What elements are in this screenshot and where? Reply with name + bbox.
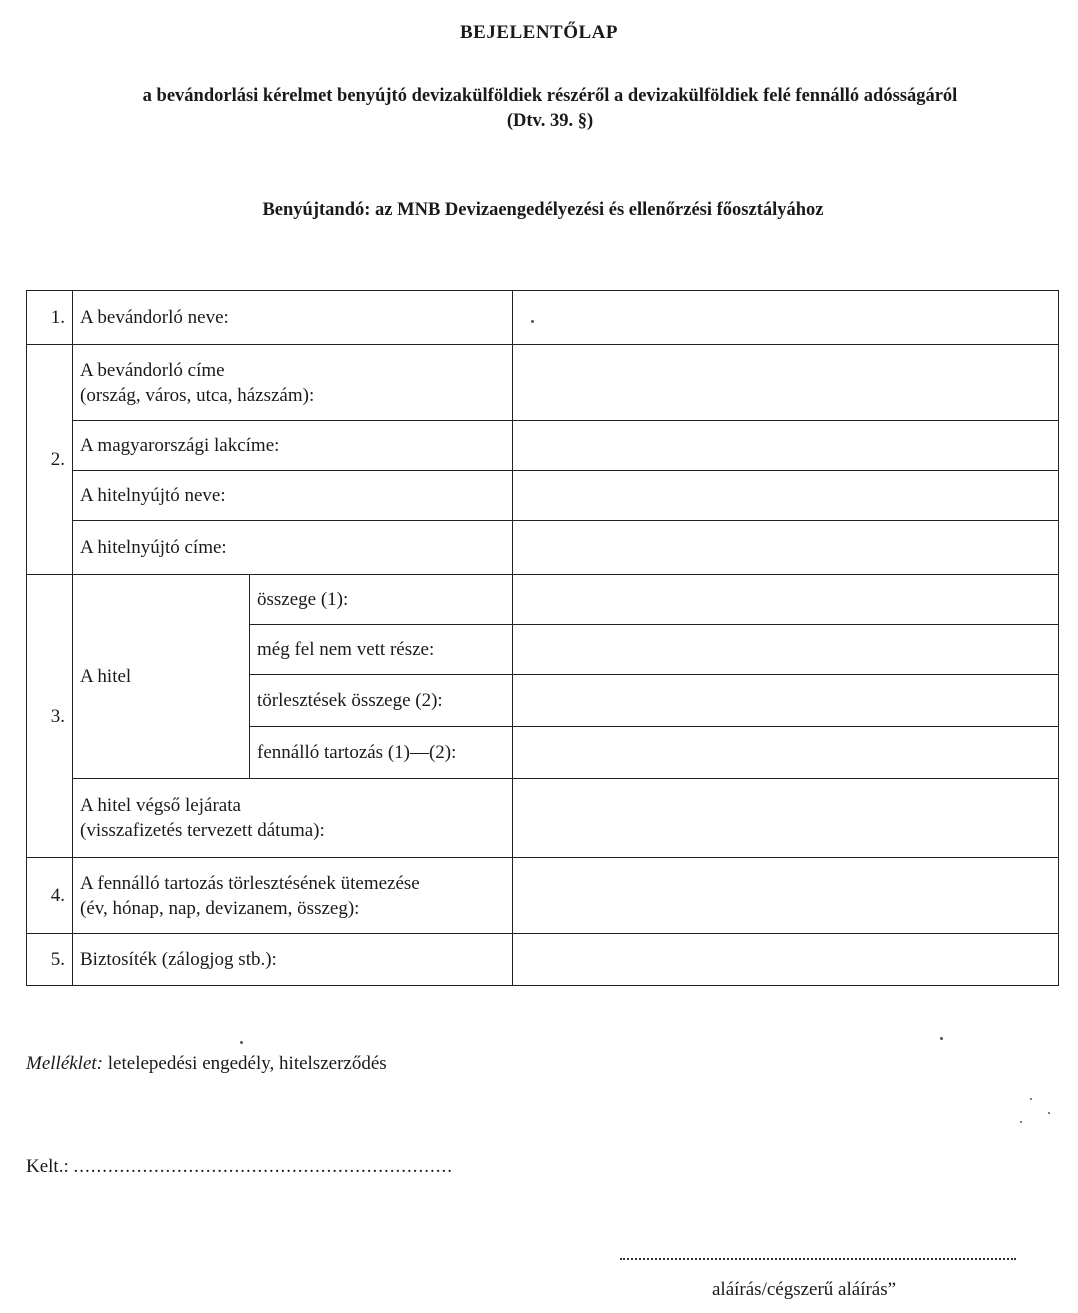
scan-speck [531,320,534,323]
loan-maturity-label-line-2: (visszafizetés tervezett dátuma): [80,820,325,841]
signature-label: aláírás/cégszerű aláírás” [712,1279,897,1300]
row-number: 1. [27,291,73,345]
subtitle-line-1: a bevándorlási kérelmet benyújtó devizakülföldiek részéről a devizakülföldiek felé fennálló adósságáról [142,86,958,106]
immigrant-address-label-line-1: A bevándorló címe [80,359,225,381]
row-number: 2. [27,345,73,575]
scan-speck [1020,1121,1022,1123]
hungarian-address-field[interactable] [513,421,1059,471]
signature-field[interactable] [620,1258,1016,1260]
immigrant-address-label-line-2: (ország, város, utca, házszám): [80,384,315,406]
repayments-field[interactable] [513,675,1059,727]
outstanding-debt-label: fennálló tartozás (1)—(2): [250,727,513,779]
form-subtitle [0,84,1078,134]
row-number: 3. [27,575,73,858]
loan-maturity-field[interactable] [513,779,1059,858]
repayment-schedule-label [73,858,513,934]
repayments-label: törlesztések összege (2): [250,675,513,727]
collateral-field[interactable] [513,934,1059,986]
date-label: Kelt.: [26,1156,69,1177]
scan-speck [940,1037,943,1040]
lender-name-label: A hitelnyújtó neve: [73,471,513,521]
attachment-label: Melléklet: [26,1053,104,1074]
attachment-text: letelepedési engedély, hitelszerződés [103,1053,387,1074]
date-field[interactable]: .................................................................. [73,1156,453,1177]
immigrant-address-field[interactable] [513,345,1059,421]
loan-amount-label: összege (1): [250,575,513,625]
date-line [26,1156,453,1178]
loan-label: A hitel [73,575,250,779]
immigrant-name-label: A bevándorló neve: [73,291,513,345]
immigrant-name-field[interactable] [513,291,1059,345]
subtitle-law-reference: (Dtv. 39. §) [506,111,594,131]
hungarian-address-label: A magyarországi lakcíme: [73,421,513,471]
row-number: 4. [27,858,73,934]
loan-maturity-label-line-1: A hitel végső lejárata [80,795,241,816]
form-title: BEJELENTŐLAP [459,22,619,43]
row-number: 5. [27,934,73,986]
table-row [27,575,1059,625]
scan-speck [240,1041,243,1044]
lender-address-field[interactable] [513,521,1059,575]
table-row [27,421,1059,471]
table-row [27,291,1059,345]
table-row [27,934,1059,986]
table-row [27,521,1059,575]
lender-address-label: A hitelnyújtó címe: [73,521,513,575]
undrawn-part-label: még fel nem vett része: [250,625,513,675]
collateral-label: Biztosíték (zálogjog stb.): [73,934,513,986]
undrawn-part-field[interactable] [513,625,1059,675]
scan-speck [1048,1112,1050,1114]
table-row [27,858,1059,934]
attachment-line [26,1053,387,1075]
declaration-table [26,290,1059,986]
immigrant-address-label [73,345,513,421]
table-row [27,345,1059,421]
repayment-schedule-label-line-1: A fennálló tartozás törlesztésének ütemezése [80,872,420,894]
submit-to-line: Benyújtandó: az MNB Devizaengedélyezési és ellenőrzési főosztályához [262,200,824,220]
loan-maturity-label [73,779,513,858]
outstanding-debt-field[interactable] [513,727,1059,779]
scan-speck [1030,1098,1032,1100]
table-row [27,779,1059,858]
table-row [27,471,1059,521]
repayment-schedule-label-line-2: (év, hónap, nap, devizanem, összeg): [80,897,360,919]
repayment-schedule-field[interactable] [513,858,1059,934]
lender-name-field[interactable] [513,471,1059,521]
loan-amount-field[interactable] [513,575,1059,625]
